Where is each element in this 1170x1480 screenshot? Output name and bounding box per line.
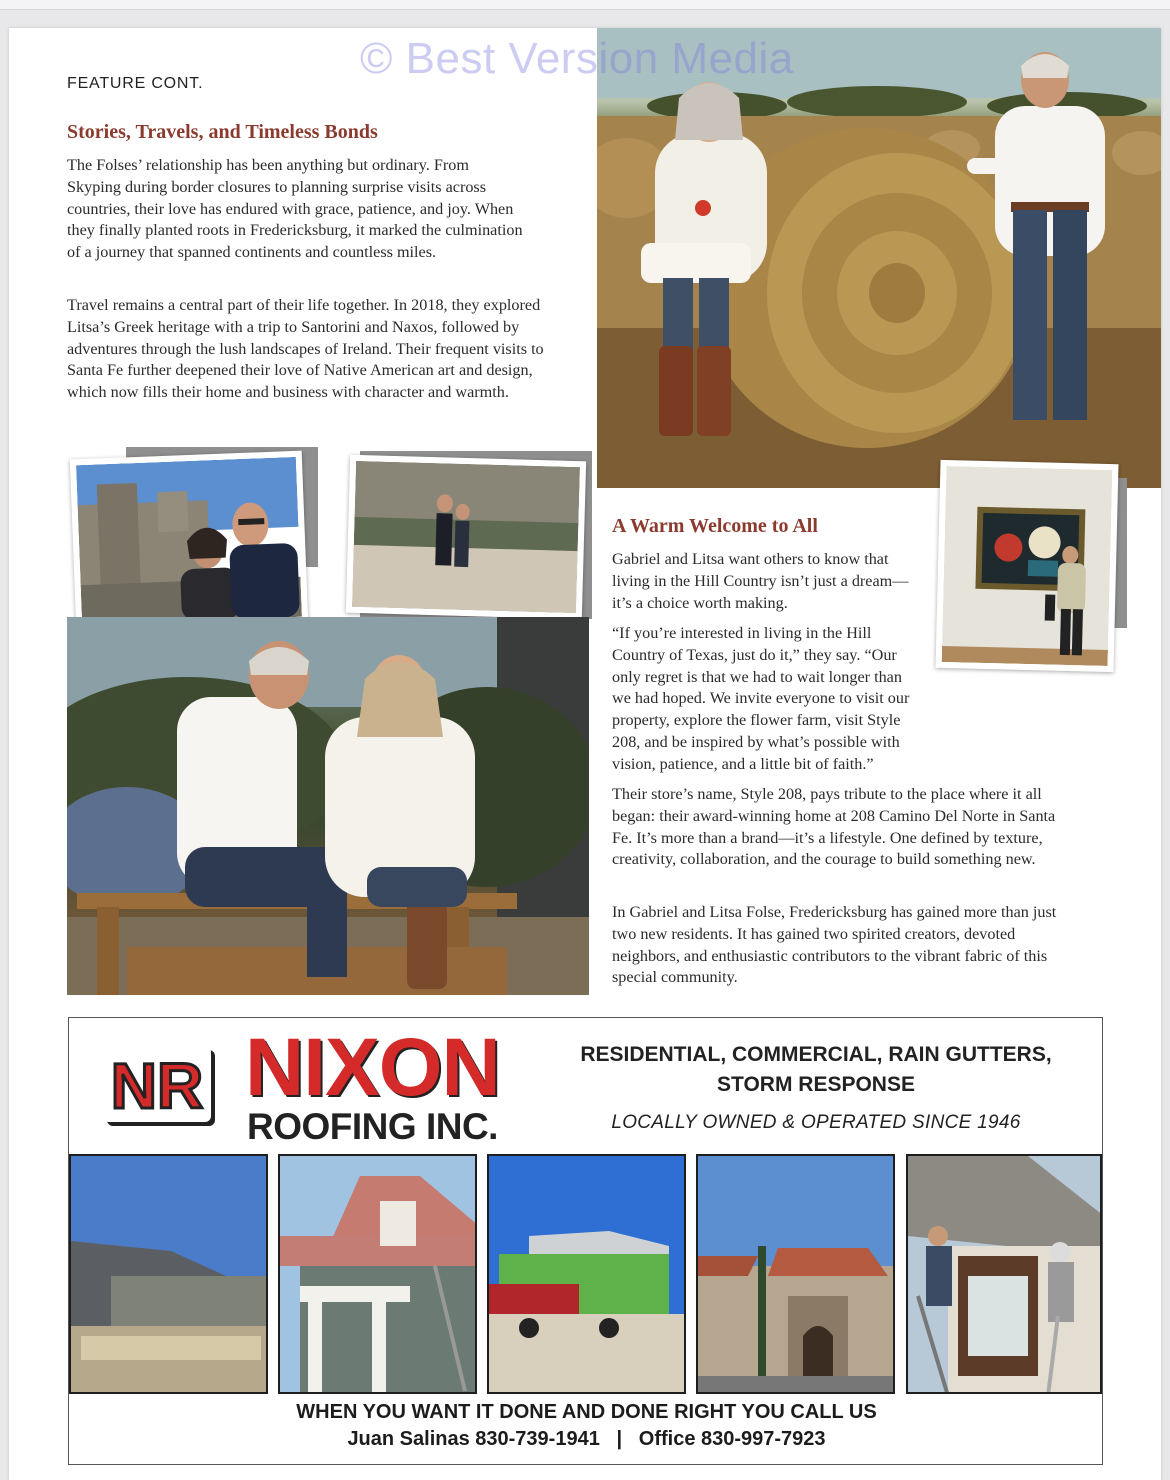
project-photo-red-roof xyxy=(278,1154,477,1394)
paragraph: Gabriel and Litsa want others to know that living in the Hill Country isn’t just a dream—it’s a choice worth making. xyxy=(612,550,909,612)
project-photo-villa xyxy=(696,1154,895,1394)
photo-couple-bench xyxy=(67,617,589,995)
section-heading-welcome: A Warm Welcome to All xyxy=(612,515,818,537)
paragraph: The Folses’ relationship has been anything but ordinary. From Skyping during border closures to planning surprise visits across countries, their love has endured with grace, patience, and joy. When they finally planted roots in Fredericksburg, it marked the culmination of a journey that spanned continents and countless miles. xyxy=(67,156,523,262)
photo-castle-selfie xyxy=(70,451,308,632)
section-heading-stories: Stories, Travels, and Timeless Bonds xyxy=(67,121,378,143)
photo-museum-painting xyxy=(935,460,1118,672)
services-list xyxy=(549,1040,1083,1100)
project-photo-construction xyxy=(487,1154,686,1394)
paragraph: Their store’s name, Style 208, pays tribute to the place where it all began: their award-winning home at 208 Camino Del Norte in Santa Fe. It’s more than a brand—it’s a lifestyle. One defined by texture, creativity, collaboration, and the courage to build something new. xyxy=(612,785,1056,869)
paragraph: In Gabriel and Litsa Folse, Fredericksburg has gained more than just two new residents. It has gained two spirited creators, devoted neighbors, and enthusiastic contributors to the vibrant fabric of this special community. xyxy=(612,903,1057,987)
ad-contact-line: Juan Salinas 830-739-1941 | Office 830-997-7923 xyxy=(347,1428,826,1450)
nixon-roofing-ad xyxy=(68,1017,1103,1465)
hero-photo-hay-bale xyxy=(597,28,1161,488)
ad-tagline: WHEN YOU WANT IT DONE AND DONE RIGHT YOU CALL US xyxy=(296,1401,877,1423)
company-name: ROOFING INC. xyxy=(247,1106,498,1147)
nr-logo-icon xyxy=(101,1040,221,1130)
top-bar xyxy=(0,0,1170,10)
since-line: LOCALLY OWNED & OPERATED SINCE 1946 xyxy=(611,1112,1021,1133)
section-label: FEATURE CONT. xyxy=(67,75,204,92)
watermark: © Best Version Media xyxy=(360,34,794,83)
services-line-2: STORM RESPONSE xyxy=(717,1073,915,1096)
photo-river-cliff xyxy=(346,455,586,620)
paragraph: Travel remains a central part of their life together. In 2018, they explored Litsa’s Greek heritage with a trip to Santorini and Naxos, followed by adventures through the lush landscapes of Ireland. Their frequent visits to Santa Fe further deepened their love of Native American art and design, which now fills their home and business with character and warmth. xyxy=(67,296,544,402)
services-line-1: RESIDENTIAL, COMMERCIAL, RAIN GUTTERS, xyxy=(580,1043,1052,1066)
brand-name: NIXON xyxy=(245,1022,500,1113)
project-photo-workers xyxy=(906,1154,1102,1394)
paragraph-quote: “If you’re interested in living in the Hill Country of Texas, just do it,” they say. “Our only regret is that we had to wait longer than we had hoped. We invite everyone to visit our property, explore the flower farm, visit Style 208, and be inspired by what’s possible with vision, patience, and a little bit of faith.” xyxy=(612,624,910,773)
project-photo-metal-roof xyxy=(69,1154,268,1394)
svg-text:NR: NR xyxy=(110,1050,204,1122)
